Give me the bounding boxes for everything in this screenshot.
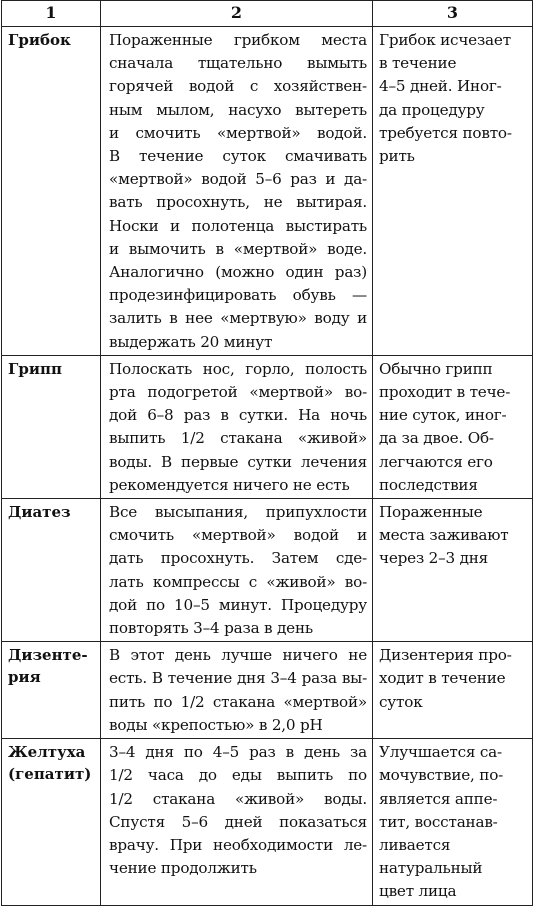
cell-line: Улучшается са- bbox=[379, 743, 502, 762]
cell-line: в течение bbox=[379, 54, 457, 73]
cell-line: ным мылом, насухо вытереть bbox=[109, 100, 367, 119]
table-row bbox=[2, 355, 533, 498]
cell-line: смочить «мертвой» водой и bbox=[109, 526, 367, 545]
cell-line: Грибок исчезает bbox=[379, 31, 511, 49]
result-cell bbox=[373, 355, 533, 498]
cell-line: Дизенте- bbox=[8, 646, 88, 665]
cell-line: тит, восстанав- bbox=[379, 812, 498, 831]
disease-cell bbox=[2, 642, 101, 739]
cell-line: В течение суток смачивать bbox=[109, 147, 367, 166]
table-row bbox=[2, 27, 533, 356]
cell-line: да за двое. Об- bbox=[379, 429, 494, 448]
treatment-cell bbox=[101, 642, 373, 739]
cell-line: ливается bbox=[379, 835, 451, 854]
cell-line: последствия bbox=[379, 475, 478, 494]
result-cell bbox=[373, 642, 533, 739]
cell-line: лать компрессы с «живой» во- bbox=[109, 572, 367, 591]
cell-line: залить в нее «мертвую» воду и bbox=[109, 309, 367, 328]
cell-line: повторять 3–4 раза в день bbox=[109, 619, 313, 638]
cell-line: проходит в тече- bbox=[379, 383, 511, 402]
cell-line: есть. В течение дня 3–4 раза вы- bbox=[109, 669, 367, 688]
cell-line: цвет лица bbox=[379, 882, 457, 901]
disease-cell bbox=[2, 739, 101, 905]
table-row bbox=[2, 739, 533, 905]
cell-line: дой по 10–5 минут. Процедуру bbox=[109, 595, 367, 614]
cell-line: врачу. При необходимости ле- bbox=[109, 835, 367, 854]
cell-line: дать просохнуть. Затем сде- bbox=[109, 549, 367, 568]
treatment-cell bbox=[101, 355, 373, 498]
disease-cell bbox=[2, 27, 101, 356]
cell-line: рить bbox=[379, 147, 415, 166]
cell-line: Полоскать нос, горло, полость bbox=[109, 359, 367, 378]
treatment-cell bbox=[101, 739, 373, 905]
cell-line: места заживают bbox=[379, 526, 509, 545]
cell-line: ние суток, иног- bbox=[379, 406, 507, 425]
cell-line: Аналогично (можно один раз) bbox=[109, 263, 367, 282]
cell-line: Грибок bbox=[8, 31, 71, 49]
cell-line: вать просохнуть, не вытирая. bbox=[109, 193, 367, 212]
cell-line: ходит в течение bbox=[379, 669, 506, 688]
column-header-2: 2 bbox=[101, 1, 373, 27]
cell-line: Обычно грипп bbox=[379, 359, 493, 378]
remedies-table bbox=[1, 0, 533, 906]
cell-line: чение продолжить bbox=[109, 859, 257, 878]
cell-line: через 2–3 дня bbox=[379, 549, 489, 568]
cell-line: Все высыпания, припухлости bbox=[109, 503, 367, 522]
cell-line: 1/2 стакана «живой» воды. bbox=[109, 789, 367, 808]
cell-line: Дизентерия про- bbox=[379, 646, 512, 665]
cell-line: легчаются его bbox=[379, 452, 493, 471]
column-header-3: 3 bbox=[373, 1, 533, 27]
table-row bbox=[2, 499, 533, 642]
cell-line: В этот день лучше ничего не bbox=[109, 646, 367, 665]
table-header bbox=[2, 1, 533, 27]
cell-line: Желтуха bbox=[8, 743, 86, 762]
disease-cell bbox=[2, 499, 101, 642]
cell-line: Пораженные грибком места bbox=[109, 31, 367, 49]
cell-line: 4–5 дней. Иног- bbox=[379, 77, 502, 96]
cell-line: (гепатит) bbox=[8, 765, 92, 784]
cell-line: 3–4 дня по 4–5 раз в день за bbox=[109, 743, 367, 762]
cell-line: рия bbox=[8, 668, 41, 687]
cell-line: воды. В первые сутки лечения bbox=[109, 452, 367, 471]
cell-line: суток bbox=[379, 692, 423, 711]
cell-line: воды «крепостью» в 2,0 pH bbox=[109, 715, 323, 734]
cell-line: горячей водой с хозяйствен- bbox=[109, 77, 367, 96]
cell-line: сначала тщательно вымыть bbox=[109, 54, 367, 73]
cell-line: да процедуру bbox=[379, 100, 485, 119]
cell-line: является аппе- bbox=[379, 789, 498, 808]
disease-cell bbox=[2, 355, 101, 498]
column-header-1: 1 bbox=[2, 1, 101, 27]
cell-line: Спустя 5–6 дней показаться bbox=[109, 812, 367, 831]
cell-line: пить по 1/2 стакана «мертвой» bbox=[109, 692, 367, 711]
cell-line: 1/2 часа до еды выпить по bbox=[109, 766, 367, 785]
cell-line: натуральный bbox=[379, 859, 483, 878]
result-cell bbox=[373, 27, 533, 356]
cell-line: мочувствие, по- bbox=[379, 766, 504, 785]
cell-line: «мертвой» водой 5–6 раз и да- bbox=[109, 170, 367, 189]
cell-line: требуется повто- bbox=[379, 123, 512, 142]
header-row bbox=[2, 1, 533, 27]
cell-line: выдержать 20 минут bbox=[109, 332, 273, 351]
cell-line: Диатез bbox=[8, 503, 71, 522]
cell-line: и вымочить в «мертвой» воде. bbox=[109, 239, 367, 258]
table-body bbox=[2, 27, 533, 906]
cell-line: рта подогретой «мертвой» во- bbox=[109, 383, 367, 402]
table-row bbox=[2, 642, 533, 739]
cell-line: выпить 1/2 стакана «живой» bbox=[109, 429, 367, 448]
cell-line: продезинфицировать обувь — bbox=[109, 286, 367, 305]
cell-line: дой 6–8 раз в сутки. На ночь bbox=[109, 406, 367, 425]
cell-line: Грипп bbox=[8, 359, 62, 378]
cell-line: и смочить «мертвой» водой. bbox=[109, 123, 367, 142]
cell-line: Пораженные bbox=[379, 503, 483, 522]
treatment-cell bbox=[101, 27, 373, 356]
cell-line: Носки и полотенца выстирать bbox=[109, 216, 367, 235]
result-cell bbox=[373, 739, 533, 905]
treatment-cell bbox=[101, 499, 373, 642]
result-cell bbox=[373, 499, 533, 642]
cell-line: рекомендуется ничего не есть bbox=[109, 475, 350, 494]
